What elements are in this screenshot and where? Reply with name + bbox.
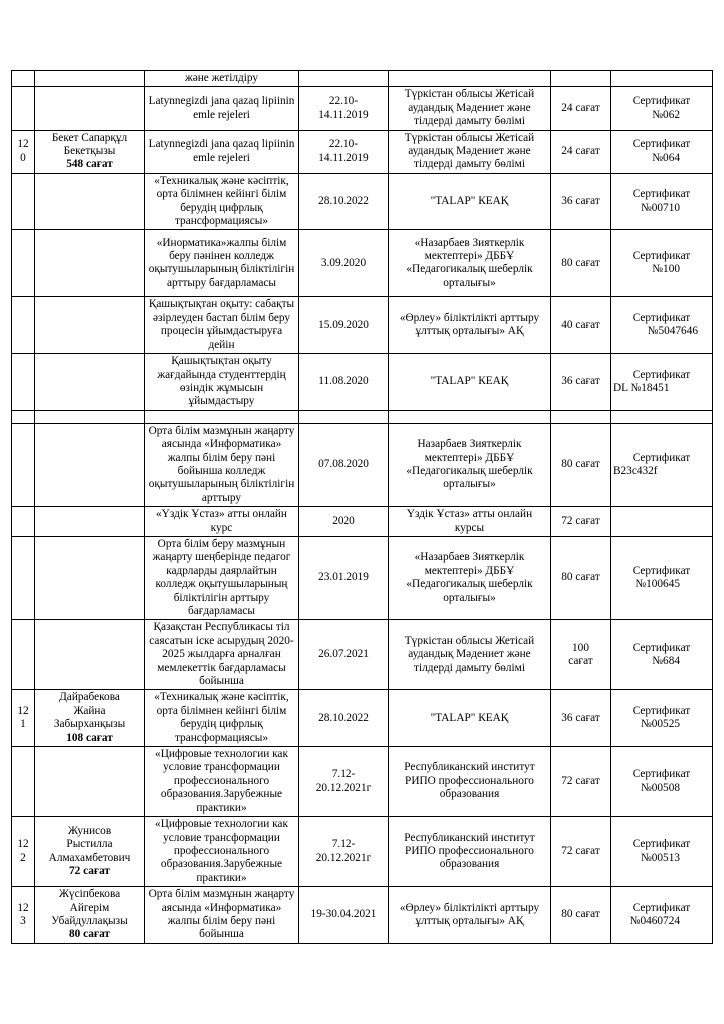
course-date [299, 173, 389, 230]
course-date [299, 690, 389, 747]
course-duration [551, 423, 611, 506]
course-date-part: 3.09.2020 [320, 256, 367, 269]
course-title: «Үздік Ұстаз» атты онлайн курс [145, 507, 299, 537]
person-name [35, 620, 145, 690]
certificate-number: №00513 [640, 851, 680, 864]
course-duration [551, 230, 611, 297]
course-date [299, 130, 389, 173]
organization: "TALAP" КЕАҚ [389, 354, 551, 411]
certificate-number: №100645 [635, 578, 680, 591]
row-number [12, 423, 35, 506]
course-title: Орта білім беру мазмұнын жаңарту шеңберінде педагог кадрларды даярлайтын колледж оқытушыларының біліктілігін арттыру бағдарламасы [145, 536, 299, 619]
organization [389, 71, 551, 87]
course-date-part: 22.10- [328, 138, 359, 151]
person-name [35, 817, 145, 887]
organization: "TALAP" КЕАҚ [389, 690, 551, 747]
certificate-label: Сертификат [632, 188, 691, 201]
table-row [12, 507, 713, 537]
course-date-part: 14.11.2019 [318, 108, 369, 121]
course-duration [551, 887, 611, 944]
course-duration [551, 87, 611, 130]
course-date-part: 20.12.2021г [315, 851, 372, 864]
course-duration-part: сағат [568, 654, 593, 667]
course-date [299, 620, 389, 690]
course-duration-part: 72 сағат [561, 844, 600, 857]
certificate [611, 410, 713, 423]
course-duration-part: 36 сағат [561, 375, 600, 388]
table-row [12, 423, 713, 506]
certificate-number: №00508 [640, 781, 680, 794]
organization: Үздік Ұстаз» атты онлайн курсы [389, 507, 551, 537]
person-name [35, 747, 145, 817]
row-number [12, 173, 35, 230]
course-duration [551, 410, 611, 423]
course-title: Қашықтықтан оқыту: сабақты әзірлеуден бастап білім беру процесін ұйымдастыруға дейін [145, 297, 299, 354]
row-number [12, 690, 35, 747]
table-body [12, 71, 713, 944]
total-hours: 80 сағат [69, 928, 110, 941]
course-title: «Инорматика»жалпы білім беру пәнінен колледж оқытушыларының біліктілігін арттыру бағдарламасы [145, 230, 299, 297]
certificate-label: Сертификат [632, 838, 691, 851]
certificate [611, 230, 713, 297]
certificate-number: B23c432f [613, 464, 658, 477]
certificate-label: Сертификат [632, 250, 691, 263]
certificate-number: №062 [652, 108, 680, 121]
course-date-part: 15.09.2020 [318, 318, 369, 331]
person-name-line: Бекетқызы [63, 145, 116, 158]
person-name-line: Бекет Сапарқұл [51, 131, 128, 144]
row-number [12, 410, 35, 423]
person-name [35, 173, 145, 230]
course-date [299, 423, 389, 506]
course-duration-part: 100 [572, 641, 589, 654]
person-name-line: Жүсіпбекова [58, 888, 121, 901]
certificate-label: Сертификат [632, 95, 691, 108]
course-date-part: 14.11.2019 [318, 151, 369, 164]
course-duration-part: 72 сағат [561, 514, 600, 527]
course-title: Қазақстан Республикасы тіл саясатын іске асырудың 2020-2025 жылдарға арналған мемлекеттік бағдарламасы бойынша [145, 620, 299, 690]
organization: «Өрлеу» біліктілікті арттыру ұлттық орталығы» АҚ [389, 297, 551, 354]
organization: Түркістан облысы Жетісай аудандық Мәдениет және тілдерді дамыту бөлімі [389, 87, 551, 130]
row-number [12, 87, 35, 130]
course-duration-part: 80 сағат [561, 908, 600, 921]
row-number-part: 3 [20, 914, 26, 927]
course-date [299, 87, 389, 130]
certificate-number: №684 [652, 654, 680, 667]
row-number [12, 297, 35, 354]
table-row [12, 354, 713, 411]
course-duration-part: 36 сағат [561, 711, 600, 724]
table-row [12, 690, 713, 747]
course-date-part: 7.12- [331, 768, 356, 781]
course-title: «Техникалық және кәсіптік, орта білімнен кейінгі білім берудің цифрлық трансформациясы» [145, 690, 299, 747]
person-name [35, 354, 145, 411]
course-duration [551, 620, 611, 690]
course-title: «Техникалық және кәсіптік, орта білімнен кейінгі білім берудің цифрлық трансформациясы» [145, 173, 299, 230]
certificate-label: Сертификат [632, 138, 691, 151]
certificate-label: Сертификат [632, 768, 691, 781]
course-duration-part: 24 сағат [561, 145, 600, 158]
certificate [611, 536, 713, 619]
certificate [611, 71, 713, 87]
certificate-number: №064 [652, 151, 680, 164]
course-duration [551, 690, 611, 747]
table-row [12, 297, 713, 354]
person-name-line: Алмахамбетович [48, 851, 131, 864]
course-date [299, 71, 389, 87]
organization: «Назарбаев Зияткерлік мектептері» ДББҰ «Педагогикалық шеберлік орталығы» [389, 536, 551, 619]
table-row [12, 620, 713, 690]
table-row [12, 173, 713, 230]
certificate [611, 173, 713, 230]
organization: «Назарбаев Зияткерлік мектептері» ДББҰ «Педагогикалық шеберлік орталығы» [389, 230, 551, 297]
certificate-number: №100 [652, 263, 680, 276]
course-duration-part: 36 сағат [561, 194, 600, 207]
course-date-part: 26.07.2021 [318, 648, 369, 661]
course-title: Latynnegizdi jana qazaq lipiinin emle rejeleri [145, 130, 299, 173]
table-row [12, 817, 713, 887]
course-date-part: 11.08.2020 [318, 375, 369, 388]
certificate-label: Сертификат [632, 368, 691, 381]
course-date-part: 2020 [332, 514, 355, 527]
course-title: Орта білім мазмұнын жаңарту аясында «Информатика» жалпы білім беру пәні бойынша [145, 887, 299, 944]
course-duration [551, 173, 611, 230]
certificate [611, 354, 713, 411]
person-name-line: Забырханқызы [53, 718, 126, 731]
organization: Республиканский институт РИПО профессионального образования [389, 747, 551, 817]
course-date [299, 507, 389, 537]
row-number [12, 817, 35, 887]
course-duration [551, 536, 611, 619]
organization [389, 410, 551, 423]
course-title: Latynnegizdi jana qazaq lipiinin emle rejeleri [145, 87, 299, 130]
row-number-part: 1 [20, 718, 26, 731]
course-date [299, 230, 389, 297]
certificate-number: DL №18451 [613, 381, 670, 394]
certificate-label: Сертификат [632, 564, 691, 577]
course-date [299, 410, 389, 423]
certificate-label: Сертификат [632, 704, 691, 717]
organization: Түркістан облысы Жетісай аудандық Мәдениет және тілдерді дамыту бөлімі [389, 620, 551, 690]
certificate-number: №00525 [640, 718, 680, 731]
table-row [12, 747, 713, 817]
person-name [35, 410, 145, 423]
course-date [299, 747, 389, 817]
course-duration-part: 80 сағат [561, 571, 600, 584]
course-title [145, 410, 299, 423]
certificate [611, 747, 713, 817]
row-number [12, 354, 35, 411]
course-title: «Цифровые технологии как условие трансформации профессионального образования.Зарубежные практики» [145, 747, 299, 817]
certificate-label: Сертификат [632, 901, 691, 914]
certificate [611, 690, 713, 747]
organization: Түркістан облысы Жетісай аудандық Мәдениет және тілдерді дамыту бөлімі [389, 130, 551, 173]
qualification-table [11, 70, 713, 944]
course-duration-part: 80 сағат [561, 256, 600, 269]
course-duration-part: 24 сағат [561, 101, 600, 114]
row-number [12, 887, 35, 944]
certificate [611, 620, 713, 690]
course-date-part: 28.10.2022 [318, 194, 369, 207]
person-name [35, 507, 145, 537]
person-name-line: Айгерім [69, 901, 110, 914]
course-duration [551, 130, 611, 173]
course-title: «Цифровые технологии как условие трансформации профессионального образования.Зарубежные практики» [145, 817, 299, 887]
course-duration [551, 747, 611, 817]
person-name [35, 887, 145, 944]
person-name-line: Дайрабекова [59, 691, 120, 704]
course-date-part: 19-30.04.2021 [310, 908, 377, 921]
person-name [35, 297, 145, 354]
certificate [611, 297, 713, 354]
row-number [12, 507, 35, 537]
row-number-part: 12 [17, 838, 29, 851]
certificate [611, 87, 713, 130]
course-duration-part: 80 сағат [561, 458, 600, 471]
person-name [35, 71, 145, 87]
course-date [299, 536, 389, 619]
organization: "TALAP" КЕАҚ [389, 173, 551, 230]
course-date [299, 297, 389, 354]
course-date-part: 20.12.2021г [315, 781, 372, 794]
person-name-line: Жайна [73, 704, 106, 717]
person-name [35, 536, 145, 619]
course-duration [551, 354, 611, 411]
table-row [12, 87, 713, 130]
person-name [35, 690, 145, 747]
person-name [35, 87, 145, 130]
certificate [611, 423, 713, 506]
total-hours: 108 сағат [66, 731, 113, 744]
total-hours: 72 сағат [69, 865, 110, 878]
table-row [12, 230, 713, 297]
table-row [12, 71, 713, 87]
person-name [35, 130, 145, 173]
organization: «Өрлеу» біліктілікті арттыру ұлттық орталығы» АҚ [389, 887, 551, 944]
row-number [12, 71, 35, 87]
person-name-line: Рыстилла [66, 838, 113, 851]
person-name [35, 230, 145, 297]
course-date [299, 817, 389, 887]
course-title: Орта білім мазмұнын жаңарту аясында «Информатика» жалпы білім беру пәні бойынша колледж оқытушыларының біліктілігін арттыру [145, 423, 299, 506]
course-duration-part: 72 сағат [561, 774, 600, 787]
course-date [299, 887, 389, 944]
course-date-part: 7.12- [331, 838, 356, 851]
row-number [12, 620, 35, 690]
row-number-part: 0 [20, 151, 26, 164]
course-date-part: 07.08.2020 [318, 458, 369, 471]
organization: Республиканский институт РИПО профессионального образования [389, 817, 551, 887]
course-date-part: 28.10.2022 [318, 711, 369, 724]
course-duration [551, 507, 611, 537]
course-date-part: 23.01.2019 [318, 571, 369, 584]
organization: Назарбаев Зияткерлік мектептері» ДББҰ «Педагогикалық шеберлік орталығы» [389, 423, 551, 506]
certificate [611, 817, 713, 887]
row-number-part: 2 [20, 851, 26, 864]
person-name-line: Жунисов [67, 824, 112, 837]
table-row [12, 130, 713, 173]
certificate-number: №5047646 [647, 325, 698, 338]
total-hours: 548 сағат [66, 158, 113, 171]
course-title: және жетілдіру [145, 71, 299, 87]
certificate [611, 130, 713, 173]
row-number [12, 230, 35, 297]
certificate-number: №00710 [640, 201, 680, 214]
certificate-label: Сертификат [632, 641, 691, 654]
course-duration [551, 297, 611, 354]
row-number-part: 12 [17, 901, 29, 914]
table-row [12, 536, 713, 619]
row-number [12, 747, 35, 817]
person-name [35, 423, 145, 506]
certificate-label: Сертификат [632, 311, 691, 324]
certificate-number: №0460724 [629, 914, 680, 927]
row-number [12, 130, 35, 173]
course-date-part: 22.10- [328, 95, 359, 108]
certificate [611, 507, 713, 537]
person-name-line: Убайдуллақызы [51, 914, 128, 927]
certificate-label: Сертификат [632, 451, 691, 464]
course-duration [551, 817, 611, 887]
table-row [12, 887, 713, 944]
course-duration-part: 40 сағат [561, 318, 600, 331]
table-row [12, 410, 713, 423]
course-date [299, 354, 389, 411]
row-number-part: 12 [17, 138, 29, 151]
row-number-part: 12 [17, 704, 29, 717]
course-duration [551, 71, 611, 87]
certificate [611, 887, 713, 944]
course-title: Қашықтықтан оқыту жағдайында студенттердің өзіндік жұмысын ұйымдастыру [145, 354, 299, 411]
row-number [12, 536, 35, 619]
